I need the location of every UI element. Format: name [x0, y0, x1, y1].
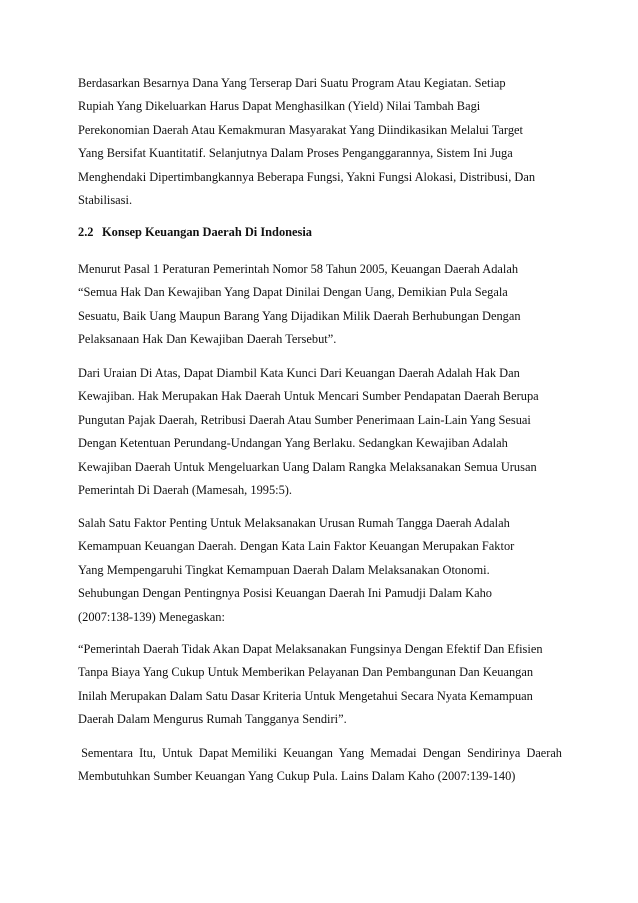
paragraph-line: Inilah Merupakan Dalam Satu Dasar Kriteria Untuk Mengetahui Secara Nyata Kemampuan	[78, 688, 533, 703]
paragraph-line: Stabilisasi.	[78, 192, 133, 207]
paragraph-line: Dengan Ketentuan Perundang-Undangan Yang Berlaku. Sedangkan Kewajiban Adalah	[78, 436, 508, 451]
paragraph-line: Tanpa Biaya Yang Cukup Untuk Memberikan Pelayanan Dan Pembangunan Dan Keuangan	[78, 665, 534, 680]
paragraph-4	[78, 512, 562, 629]
paragraph-line: Menurut Pasal 1 Peraturan Pemerintah Nomor 58 Tahun 2005, Keuangan Daerah Adalah	[78, 262, 519, 276]
paragraph-2	[78, 258, 562, 352]
paragraph-line: Yang Bersifat Kuantitatif. Selanjutnya Dalam Proses Penganggarannya, Sistem Ini Juga	[78, 146, 513, 161]
section-number: 2.2	[78, 225, 94, 239]
paragraph-line: Pelaksanaan Hak Dan Kewajiban Daerah Tersebut”.	[78, 332, 337, 347]
paragraph-line: Dari Uraian Di Atas, Dapat Diambil Kata Kunci Dari Keuangan Daerah Adalah Hak Dan	[78, 366, 520, 380]
paragraph-line: Sehubungan Dengan Pentingnya Posisi Keuangan Daerah Ini Pamudji Dalam Kaho	[78, 586, 492, 601]
paragraph-line: Berdasarkan Besarnya Dana Yang Terserap Dari Suatu Program Atau Kegiatan. Setiap	[78, 76, 506, 90]
paragraph-line: Membutuhkan Sumber Keuangan Yang Cukup Pula. Lains Dalam Kaho (2007:139-140)	[78, 769, 516, 784]
paragraph-line: Rupiah Yang Dikeluarkan Harus Dapat Menghasilkan (Yield) Nilai Tambah Bagi	[78, 99, 481, 114]
paragraph-line: Daerah Dalam Mengurus Rumah Tangganya Sendiri”.	[78, 712, 347, 727]
paragraph-line: “Semua Hak Dan Kewajiban Yang Dapat Dinilai Dengan Uang, Demikian Pula Segala	[78, 285, 508, 300]
paragraph-line: (2007:138-139) Menegaskan:	[78, 609, 225, 624]
paragraph-line: Kemampuan Keuangan Daerah. Dengan Kata Lain Faktor Keuangan Merupakan Faktor	[78, 539, 515, 554]
section-heading	[78, 225, 312, 240]
paragraph-1	[78, 72, 562, 212]
paragraph-6	[78, 742, 562, 789]
paragraph-line: Perekonomian Daerah Atau Kemakmuran Masyarakat Yang Diindikasikan Melalui Target	[78, 122, 523, 137]
paragraph-line: Pemerintah Di Daerah (Mamesah, 1995:5).	[78, 482, 293, 497]
paragraph-line: Salah Satu Faktor Penting Untuk Melaksanakan Urusan Rumah Tangga Daerah Adalah	[78, 516, 510, 530]
paragraph-line: Kewajiban. Hak Merupakan Hak Daerah Untuk Mencari Sumber Pendapatan Daerah Berupa	[78, 389, 539, 404]
paragraph-line: Kewajiban Daerah Untuk Mengeluarkan Uang Dalam Rangka Melaksanakan Semua Urusan	[78, 459, 537, 474]
paragraph-line: Yang Mempengaruhi Tingkat Kemampuan Daerah Dalam Melaksanakan Otonomi.	[78, 562, 490, 577]
paragraph-5	[78, 638, 562, 732]
section-title: Konsep Keuangan Daerah Di Indonesia	[102, 225, 312, 239]
paragraph-line: Menghendaki Dipertimbangkannya Beberapa Fungsi, Yakni Fungsi Alokasi, Distribusi, Dan	[78, 169, 536, 184]
paragraph-3	[78, 362, 562, 502]
paragraph-line: Pungutan Pajak Daerah, Retribusi Daerah Atau Sumber Penerimaan Lain-Lain Yang Sesuai	[78, 412, 531, 427]
paragraph-line: Sesuatu, Baik Uang Maupun Barang Yang Dijadikan Milik Daerah Berhubungan Dengan	[78, 308, 521, 323]
paragraph-line: Sementara Itu, Untuk Dapat Memiliki Keuangan Yang Memadai Dengan Sendirinya Daerah	[78, 746, 562, 760]
paragraph-line: “Pemerintah Daerah Tidak Akan Dapat Melaksanakan Fungsinya Dengan Efektif Dan Efisien	[78, 642, 543, 656]
